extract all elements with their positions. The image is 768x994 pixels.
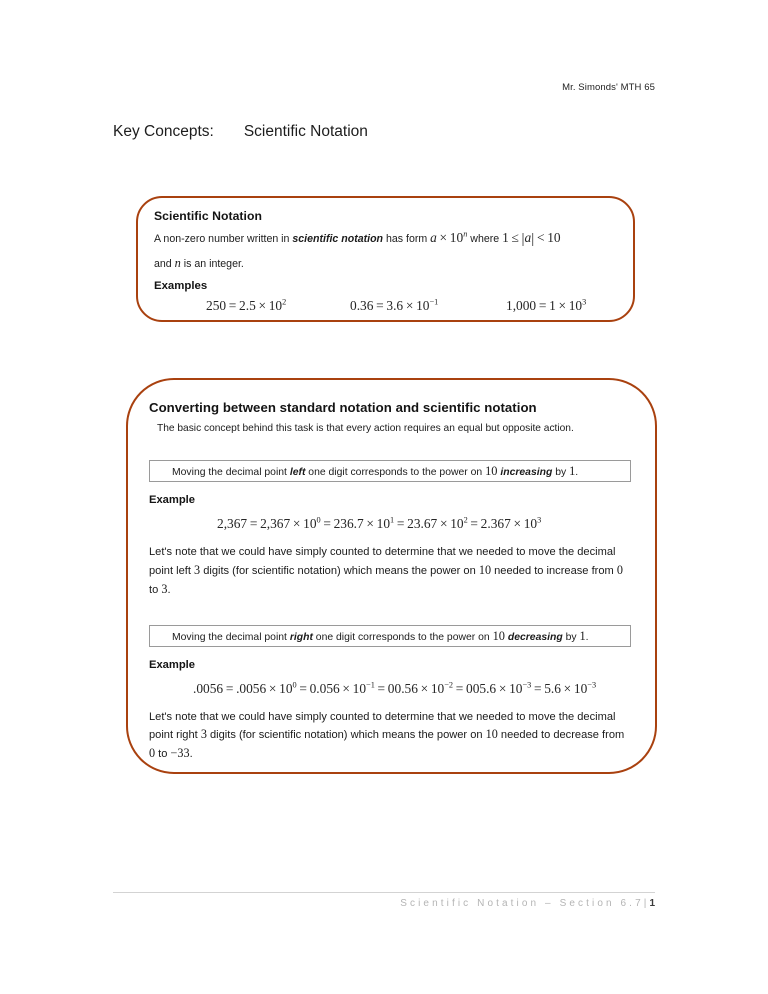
example-equation-chain-1: [149, 515, 631, 533]
chain1-t4-exp: 3: [537, 515, 542, 525]
eq1-coefficient: 2.5: [239, 298, 256, 314]
eq2-base: 10: [416, 298, 430, 314]
note2-ten: 10: [485, 727, 498, 742]
rule-box-right: [149, 625, 631, 647]
note2-from: 0: [149, 746, 156, 761]
form-exponent-n: n: [463, 229, 468, 239]
converting-intro: The basic concept behind this task is that every action requires an equal but opposite action.: [157, 423, 574, 434]
chain2-t5-exp: −3: [587, 680, 597, 690]
chain2-t3-base: 10: [430, 680, 445, 696]
rule-box-left: [149, 460, 631, 482]
chain2-t5-base: 10: [573, 680, 588, 696]
chain1-t3-exp: 2: [463, 515, 468, 525]
rule1-ten: 10: [485, 464, 498, 478]
definition-examples-label: Examples: [154, 280, 208, 293]
definition-text-part5: is an integer.: [180, 257, 244, 270]
eq3-coefficient: 1: [549, 298, 556, 314]
chain2-t5-coef: 5.6: [544, 680, 561, 696]
rule2-period: .: [585, 631, 589, 643]
example-equation-1: [206, 298, 286, 314]
eq1-base: 10: [268, 298, 283, 314]
eq2-times: ×: [405, 298, 414, 314]
example-note-2: [149, 709, 627, 764]
chain1-t2-exp: 1: [390, 515, 395, 525]
converting-heading: Converting between standard notation and scientific notation: [149, 400, 537, 415]
rule1-part1: Moving the decimal point: [172, 467, 290, 478]
chain1-t1-coef: 2,367: [260, 516, 291, 531]
definition-condition: [502, 230, 561, 245]
note1-part3: needed to increase from: [491, 564, 617, 577]
note1-part1: Let's note that we could have simply counted to determine that we needed to move the decimal point left: [149, 546, 616, 577]
condition-lt-sign: <: [536, 230, 545, 245]
footer-divider: [113, 892, 655, 893]
example-label-2: Example: [149, 658, 196, 671]
chain2-t2-base: 10: [352, 680, 367, 696]
footer-page-number: 1: [649, 898, 655, 909]
note2-digits: 3: [200, 727, 207, 742]
chain1-t2-coef: 236.7: [333, 516, 364, 531]
definition-text-part3: where: [467, 233, 503, 245]
eq1-equals: =: [228, 298, 237, 314]
note1-part2: digits (for scientific notation) which means the power on: [200, 564, 479, 577]
eq2-equals: =: [376, 298, 384, 314]
form-base-ten: 10: [449, 230, 464, 245]
chain1-t1-exp: 0: [316, 515, 321, 525]
chain2-t1-base: 10: [279, 680, 293, 696]
page-title-label: Key Concepts:: [113, 123, 214, 140]
rule1-period: .: [575, 467, 579, 478]
eq3-exponent: 3: [582, 297, 587, 307]
abs-bar-left: |: [521, 231, 525, 247]
eq1-lhs: 250: [206, 298, 227, 314]
condition-variable-a: a: [524, 230, 532, 245]
rule2-change: decreasing: [507, 631, 563, 643]
note1-to: 3: [161, 581, 168, 596]
note1-from: 0: [616, 562, 623, 577]
eq3-base: 10: [568, 298, 583, 314]
note2-part3: needed to decrease from: [497, 729, 625, 742]
chain2-t1-exp: 0: [292, 680, 297, 690]
note1-ten: 10: [478, 562, 492, 577]
rule2-ten: 10: [492, 628, 505, 643]
eq1-exponent: 2: [282, 297, 287, 307]
definition-callout: [136, 196, 635, 322]
chain1-math: $2,367 = 2,367 \times 10^0 = 236.7 \times 10^1 = 23.67 \times 10^2 = 2.367 \times 10^3$: [217, 515, 542, 531]
rule2-one: 1: [579, 628, 586, 643]
condition-le-sign: ≤: [511, 230, 519, 245]
rule1-change: increasing: [500, 467, 553, 478]
note1-digits: 3: [194, 562, 201, 577]
chain1-start: 2,367: [217, 516, 248, 531]
example-note-1: [149, 544, 627, 599]
definition-text-part1: A non-zero number written in: [154, 233, 293, 245]
rule2-direction: right: [289, 631, 313, 643]
definition-form-expression: [430, 230, 467, 245]
rule1-part3: by: [552, 467, 570, 478]
form-times-sign: ×: [439, 230, 448, 245]
rule1-part2: one digit corresponds to the power on: [305, 467, 486, 478]
definition-variable-n: n: [174, 255, 181, 270]
converting-callout: [126, 378, 657, 774]
rule2-part3: by: [562, 631, 580, 643]
eq3-lhs: 1,000: [506, 298, 537, 314]
converting-inner: [128, 380, 655, 763]
eq2-lhs: 0.36: [350, 298, 374, 314]
page-title-topic: Scientific Notation: [243, 123, 368, 140]
rule2-part2: one digit corresponds to the power on: [312, 631, 493, 643]
definition-text-part4: and: [154, 257, 175, 270]
example-equation-chain-2: [149, 680, 631, 698]
chain2-t2-exp: −1: [366, 680, 375, 690]
form-variable-a: a: [430, 230, 437, 245]
chain1-t3-base: 10: [450, 516, 464, 531]
page-title: [113, 123, 368, 141]
running-header: Mr. Simonds' MTH 65: [562, 82, 655, 93]
condition-ten: 10: [547, 230, 561, 245]
eq3-equals: =: [538, 298, 547, 314]
note2-part2: digits (for scientific notation) which means the power on: [206, 729, 486, 742]
note2-part1: Let's note that we could have simply counted to determine that we needed to move the decimal point right: [149, 710, 616, 742]
rule1-direction: left: [289, 467, 306, 478]
note1-period: .: [167, 583, 171, 596]
eq2-exponent: −1: [429, 297, 439, 307]
chain2-t4-exp: −3: [522, 680, 532, 690]
eq3-times: ×: [558, 298, 567, 314]
chain2-t3-coef: 00.56: [387, 680, 418, 696]
definition-examples-row: [154, 298, 617, 324]
footer: [113, 898, 655, 909]
example-label-1: Example: [149, 494, 196, 506]
chain2-t4-base: 10: [509, 680, 523, 696]
rule1-one: 1: [569, 464, 576, 478]
chain1-t4-coef: 2.367: [480, 516, 511, 531]
eq1-times: ×: [258, 298, 267, 314]
note2-to: −33: [170, 746, 190, 761]
chain2-t2-coef: 0.056: [309, 680, 340, 696]
chain2-t3-exp: −2: [444, 680, 454, 690]
condition-one: 1: [502, 230, 509, 245]
abs-bar-right: |: [531, 231, 535, 247]
chain2-math: $.0056 = .0056 \times 10^0 = 0.056 \times 10^{-1} = 00.56 \times 10^{-2} = 005.6 \times 10^{-3} = 5.6 \times 10^{-3}$: [193, 680, 597, 696]
rule2-part1: Moving the decimal point: [172, 631, 290, 643]
chain1-t3-coef: 23.67: [407, 516, 438, 531]
example-equation-2: [350, 298, 438, 314]
note2-period: .: [189, 748, 193, 761]
chain2-t1-coef: .0056: [236, 680, 267, 696]
note1-part4: to: [149, 583, 162, 596]
footer-label: Scientific Notation – Section 6.7|: [400, 898, 650, 909]
definition-text-part2: has form: [383, 233, 431, 245]
chain1-t2-base: 10: [376, 516, 391, 531]
chain1-t1-base: 10: [303, 516, 317, 531]
chain1-t4-base: 10: [523, 516, 538, 531]
example-equation-3: [506, 298, 586, 314]
note2-part4: to: [155, 748, 171, 761]
definition-heading: Scientific Notation: [154, 209, 262, 223]
chain2-start: .0056: [193, 680, 224, 696]
definition-sentence: [154, 226, 617, 274]
chain2-t4-coef: 005.6: [466, 680, 497, 696]
definition-emphasis: scientific notation: [292, 233, 384, 245]
eq2-coefficient: 3.6: [386, 298, 404, 314]
